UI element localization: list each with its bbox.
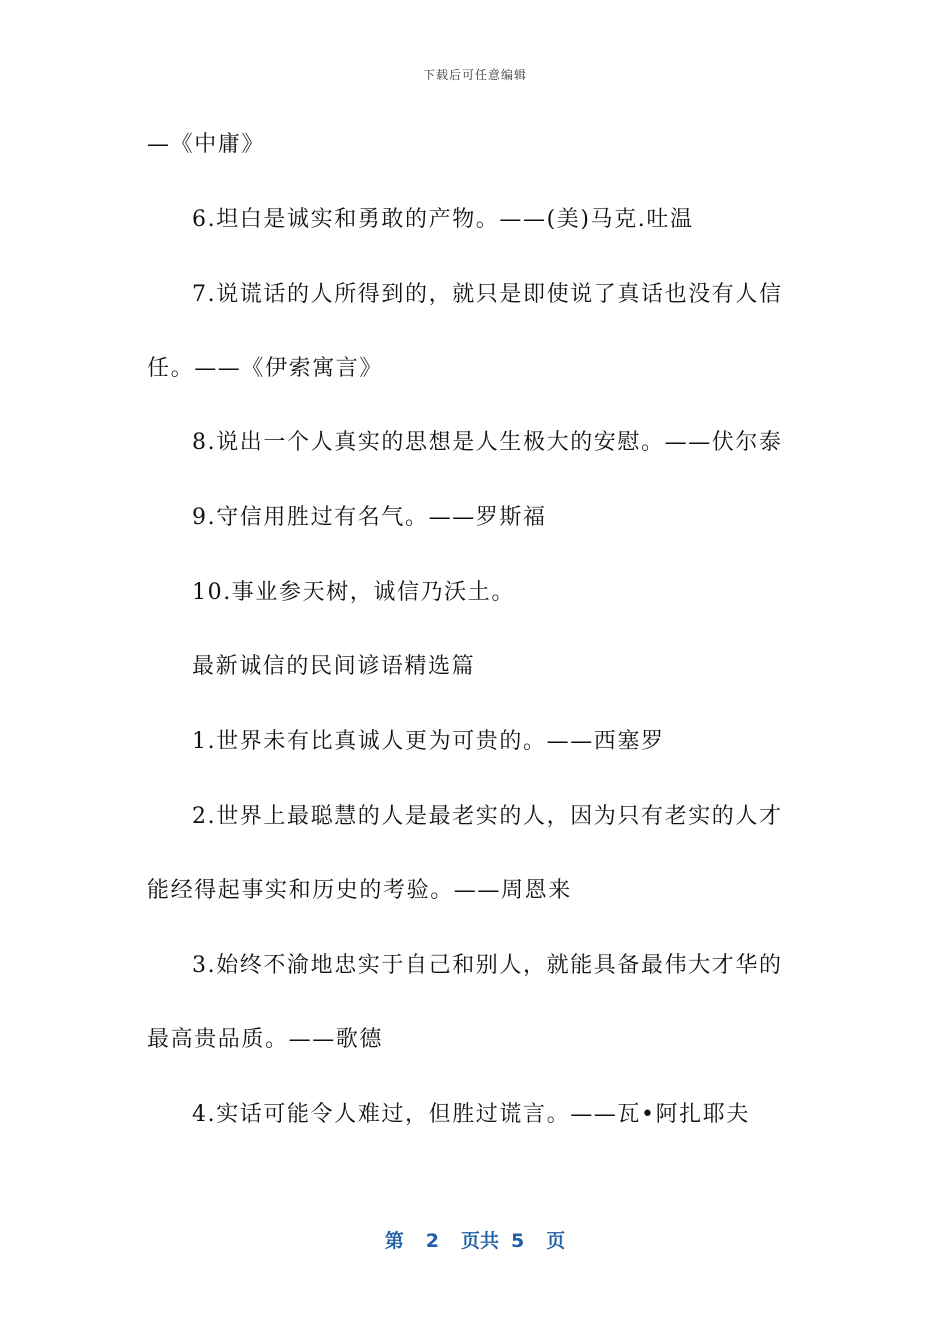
- text-line: 最高贵品质。——歌德: [147, 1027, 384, 1052]
- footer-ye: 页: [546, 1230, 566, 1252]
- total-pages-number: 5: [511, 1230, 525, 1252]
- footer-di: 第: [384, 1230, 404, 1252]
- text-line: 2.世界上最聪慧的人是最老实的人，因为只有老实的人才: [192, 804, 783, 829]
- text-line: 任。——《伊索寓言》: [147, 356, 384, 381]
- text-line: 9.守信用胜过有名气。——罗斯福: [192, 505, 547, 530]
- text-line: 能经得起事实和历史的考验。——周恩来: [147, 878, 572, 903]
- text-line: 8.说出一个人真实的思想是人生极大的安慰。——伏尔泰: [192, 430, 783, 455]
- text-line: 3.始终不渝地忠实于自己和别人，就能具备最伟大才华的: [192, 953, 783, 978]
- footer-ye-gong: 页共: [460, 1230, 499, 1252]
- section-heading: 最新诚信的民间谚语精选篇: [192, 654, 476, 679]
- text-line: 6.坦白是诚实和勇敢的产物。——(美)马克.吐温: [192, 207, 694, 232]
- text-line: 10.事业参天树，诚信乃沃土。: [192, 580, 515, 605]
- text-line: —《中庸》: [147, 132, 266, 157]
- text-line: 4.实话可能令人难过，但胜过谎言。——瓦•阿扎耶夫: [192, 1102, 750, 1127]
- header-note: 下载后可任意编辑: [422, 68, 527, 82]
- text-line: 7.说谎话的人所得到的，就只是即使说了真话也没有人信: [192, 282, 783, 307]
- page-footer: [0, 1226, 950, 1253]
- current-page-number: 2: [425, 1230, 439, 1252]
- text-line: 1.世界未有比真诚人更为可贵的。——西塞罗: [192, 729, 665, 754]
